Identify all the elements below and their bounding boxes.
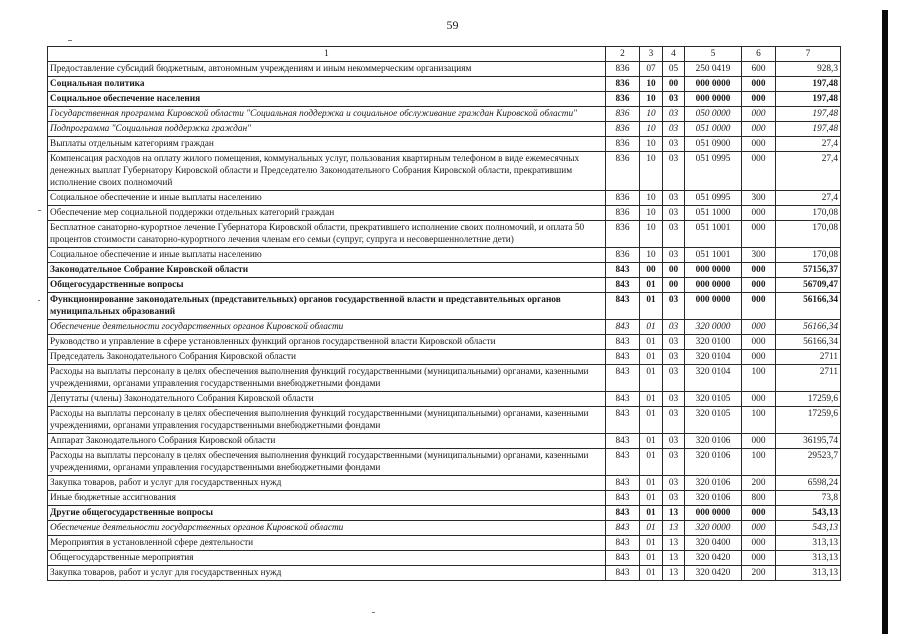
target-article-cell: 051 0995 bbox=[685, 191, 742, 206]
subsection-code-cell: 13 bbox=[663, 566, 685, 581]
header-cell: 3 bbox=[640, 47, 663, 62]
table-row bbox=[48, 506, 841, 521]
table-row bbox=[48, 137, 841, 152]
section-code-cell: 01 bbox=[640, 491, 663, 506]
table-row bbox=[48, 320, 841, 335]
header-row bbox=[48, 47, 841, 62]
subsection-code-cell: 03 bbox=[663, 191, 685, 206]
subsection-code-cell: 00 bbox=[663, 77, 685, 92]
grbs-code-cell: 843 bbox=[606, 263, 640, 278]
expense-type-cell: 300 bbox=[742, 248, 776, 263]
target-article-cell: 320 0105 bbox=[685, 407, 742, 434]
subsection-code-cell: 00 bbox=[663, 263, 685, 278]
grbs-code-cell: 836 bbox=[606, 92, 640, 107]
expense-type-cell: 000 bbox=[742, 137, 776, 152]
table-row bbox=[48, 566, 841, 581]
grbs-code-cell: 843 bbox=[606, 521, 640, 536]
target-article-cell: 320 0106 bbox=[685, 491, 742, 506]
row-name-cell: Предоставление субсидий бюджетным, автономным учреждениям и иным некоммерческим организациям bbox=[48, 62, 606, 77]
table-row bbox=[48, 365, 841, 392]
amount-cell: 197,48 bbox=[776, 107, 841, 122]
amount-cell: 17259,6 bbox=[776, 392, 841, 407]
expense-type-cell: 000 bbox=[742, 350, 776, 365]
target-article-cell: 320 0000 bbox=[685, 521, 742, 536]
table-row bbox=[48, 449, 841, 476]
section-code-cell: 10 bbox=[640, 248, 663, 263]
target-article-cell: 000 0000 bbox=[685, 293, 742, 320]
section-code-cell: 01 bbox=[640, 449, 663, 476]
row-name-cell: Расходы на выплаты персоналу в целях обеспечения выполнения функций государственными (муниципальными) органами, казенными учреждениями, органами управления государственными внебюджетными фондами bbox=[48, 449, 606, 476]
section-code-cell: 10 bbox=[640, 137, 663, 152]
row-name-cell: Депутаты (члены) Законодательного Собрания Кировской области bbox=[48, 392, 606, 407]
expense-type-cell: 000 bbox=[742, 152, 776, 191]
amount-cell: 27,4 bbox=[776, 191, 841, 206]
amount-cell: 73,8 bbox=[776, 491, 841, 506]
target-article-cell: 320 0000 bbox=[685, 320, 742, 335]
amount-cell: 17259,6 bbox=[776, 407, 841, 434]
subsection-code-cell: 03 bbox=[663, 407, 685, 434]
amount-cell: 27,4 bbox=[776, 137, 841, 152]
section-code-cell: 01 bbox=[640, 392, 663, 407]
grbs-code-cell: 843 bbox=[606, 365, 640, 392]
amount-cell: 170,08 bbox=[776, 206, 841, 221]
amount-cell: 197,48 bbox=[776, 122, 841, 137]
page-number: 59 bbox=[446, 18, 459, 32]
row-name-cell: Законодательное Собрание Кировской области bbox=[48, 263, 606, 278]
grbs-code-cell: 843 bbox=[606, 392, 640, 407]
table-row bbox=[48, 536, 841, 551]
section-code-cell: 01 bbox=[640, 365, 663, 392]
grbs-code-cell: 843 bbox=[606, 293, 640, 320]
table-row bbox=[48, 263, 841, 278]
target-article-cell: 051 1000 bbox=[685, 206, 742, 221]
table-row bbox=[48, 434, 841, 449]
grbs-code-cell: 843 bbox=[606, 536, 640, 551]
grbs-code-cell: 843 bbox=[606, 320, 640, 335]
grbs-code-cell: 843 bbox=[606, 350, 640, 365]
amount-cell: 56166,34 bbox=[776, 293, 841, 320]
amount-cell: 313,13 bbox=[776, 551, 841, 566]
subsection-code-cell: 03 bbox=[663, 107, 685, 122]
grbs-code-cell: 843 bbox=[606, 551, 640, 566]
row-name-cell: Закупка товаров, работ и услуг для государственных нужд bbox=[48, 566, 606, 581]
grbs-code-cell: 843 bbox=[606, 449, 640, 476]
target-article-cell: 320 0100 bbox=[685, 335, 742, 350]
section-code-cell: 01 bbox=[640, 506, 663, 521]
grbs-code-cell: 843 bbox=[606, 335, 640, 350]
expense-type-cell: 000 bbox=[742, 92, 776, 107]
amount-cell: 6598,24 bbox=[776, 476, 841, 491]
grbs-code-cell: 843 bbox=[606, 434, 640, 449]
subsection-code-cell: 05 bbox=[663, 62, 685, 77]
target-article-cell: 051 1001 bbox=[685, 248, 742, 263]
expense-type-cell: 200 bbox=[742, 476, 776, 491]
header-cell: 6 bbox=[742, 47, 776, 62]
row-name-cell: Руководство и управление в сфере установленных функций органов государственной власти Кировской области bbox=[48, 335, 606, 350]
amount-cell: 36195,74 bbox=[776, 434, 841, 449]
amount-cell: 29523,7 bbox=[776, 449, 841, 476]
scan-mark bbox=[372, 612, 375, 613]
subsection-code-cell: 03 bbox=[663, 350, 685, 365]
target-article-cell: 000 0000 bbox=[685, 263, 742, 278]
expense-type-cell: 200 bbox=[742, 566, 776, 581]
section-code-cell: 10 bbox=[640, 107, 663, 122]
row-name-cell: Обеспечение деятельности государственных органов Кировской области bbox=[48, 521, 606, 536]
amount-cell: 56166,34 bbox=[776, 320, 841, 335]
expense-type-cell: 000 bbox=[742, 434, 776, 449]
row-name-cell: Социальное обеспечение населения bbox=[48, 92, 606, 107]
row-name-cell: Аппарат Законодательного Собрания Кировской области bbox=[48, 434, 606, 449]
subsection-code-cell: 13 bbox=[663, 551, 685, 566]
table-row bbox=[48, 152, 841, 191]
grbs-code-cell: 843 bbox=[606, 407, 640, 434]
amount-cell: 928,3 bbox=[776, 62, 841, 77]
expense-type-cell: 000 bbox=[742, 521, 776, 536]
section-code-cell: 01 bbox=[640, 293, 663, 320]
subsection-code-cell: 03 bbox=[663, 92, 685, 107]
section-code-cell: 10 bbox=[640, 221, 663, 248]
subsection-code-cell: 03 bbox=[663, 449, 685, 476]
grbs-code-cell: 843 bbox=[606, 476, 640, 491]
scan-mark bbox=[68, 40, 72, 41]
expense-type-cell: 100 bbox=[742, 365, 776, 392]
scan-edge-bar bbox=[882, 10, 888, 634]
row-name-cell: Социальная политика bbox=[48, 77, 606, 92]
row-name-cell: Другие общегосударственные вопросы bbox=[48, 506, 606, 521]
target-article-cell: 051 1001 bbox=[685, 221, 742, 248]
amount-cell: 57156,37 bbox=[776, 263, 841, 278]
section-code-cell: 07 bbox=[640, 62, 663, 77]
expense-type-cell: 000 bbox=[742, 506, 776, 521]
table-row bbox=[48, 107, 841, 122]
grbs-code-cell: 836 bbox=[606, 137, 640, 152]
amount-cell: 170,08 bbox=[776, 248, 841, 263]
section-code-cell: 01 bbox=[640, 434, 663, 449]
section-code-cell: 01 bbox=[640, 521, 663, 536]
row-name-cell: Общегосударственные мероприятия bbox=[48, 551, 606, 566]
expense-type-cell: 000 bbox=[742, 263, 776, 278]
expense-type-cell: 000 bbox=[742, 335, 776, 350]
section-code-cell: 01 bbox=[640, 320, 663, 335]
grbs-code-cell: 836 bbox=[606, 77, 640, 92]
subsection-code-cell: 03 bbox=[663, 392, 685, 407]
row-name-cell: Подпрограмма "Социальная поддержка граждан" bbox=[48, 122, 606, 137]
row-name-cell: Расходы на выплаты персоналу в целях обеспечения выполнения функций государственными (муниципальными) органами, казенными учреждениями, органами управления государственными внебюджетными фондами bbox=[48, 407, 606, 434]
subsection-code-cell: 03 bbox=[663, 206, 685, 221]
table-row bbox=[48, 521, 841, 536]
table-row bbox=[48, 248, 841, 263]
amount-cell: 56709,47 bbox=[776, 278, 841, 293]
expense-type-cell: 000 bbox=[742, 77, 776, 92]
subsection-code-cell: 13 bbox=[663, 536, 685, 551]
subsection-code-cell: 03 bbox=[663, 434, 685, 449]
expense-type-cell: 000 bbox=[742, 536, 776, 551]
header-cell: 7 bbox=[776, 47, 841, 62]
row-name-cell: Функционирование законодательных (представительных) органов государственной власти и представительных органов муниципальных образований bbox=[48, 293, 606, 320]
expense-type-cell: 000 bbox=[742, 293, 776, 320]
amount-cell: 2711 bbox=[776, 350, 841, 365]
grbs-code-cell: 843 bbox=[606, 278, 640, 293]
scan-mark bbox=[38, 210, 41, 211]
target-article-cell: 050 0000 bbox=[685, 107, 742, 122]
row-name-cell: Закупка товаров, работ и услуг для государственных нужд bbox=[48, 476, 606, 491]
grbs-code-cell: 843 bbox=[606, 506, 640, 521]
target-article-cell: 320 0420 bbox=[685, 566, 742, 581]
table-row bbox=[48, 191, 841, 206]
table-row bbox=[48, 92, 841, 107]
row-name-cell: Иные бюджетные ассигнования bbox=[48, 491, 606, 506]
table-body bbox=[48, 62, 841, 581]
expense-type-cell: 000 bbox=[742, 392, 776, 407]
header-cell: 4 bbox=[663, 47, 685, 62]
amount-cell: 197,48 bbox=[776, 77, 841, 92]
header-cell: 2 bbox=[606, 47, 640, 62]
expense-type-cell: 000 bbox=[742, 107, 776, 122]
target-article-cell: 320 0106 bbox=[685, 476, 742, 491]
table-row bbox=[48, 122, 841, 137]
target-article-cell: 000 0000 bbox=[685, 506, 742, 521]
target-article-cell: 250 0419 bbox=[685, 62, 742, 77]
amount-cell: 56166,34 bbox=[776, 335, 841, 350]
section-code-cell: 01 bbox=[640, 407, 663, 434]
table-row bbox=[48, 350, 841, 365]
row-name-cell: Председатель Законодательного Собрания Кировской области bbox=[48, 350, 606, 365]
expense-type-cell: 000 bbox=[742, 320, 776, 335]
target-article-cell: 000 0000 bbox=[685, 92, 742, 107]
section-code-cell: 10 bbox=[640, 206, 663, 221]
target-article-cell: 051 0995 bbox=[685, 152, 742, 191]
section-code-cell: 00 bbox=[640, 263, 663, 278]
subsection-code-cell: 03 bbox=[663, 320, 685, 335]
expense-type-cell: 600 bbox=[742, 62, 776, 77]
expense-type-cell: 000 bbox=[742, 551, 776, 566]
grbs-code-cell: 836 bbox=[606, 221, 640, 248]
target-article-cell: 320 0106 bbox=[685, 434, 742, 449]
grbs-code-cell: 836 bbox=[606, 191, 640, 206]
subsection-code-cell: 13 bbox=[663, 506, 685, 521]
expense-type-cell: 100 bbox=[742, 449, 776, 476]
amount-cell: 197,48 bbox=[776, 92, 841, 107]
row-name-cell: Государственная программа Кировской области "Социальная поддержка и социальное обслуживание граждан Кировской области" bbox=[48, 107, 606, 122]
grbs-code-cell: 836 bbox=[606, 206, 640, 221]
section-code-cell: 01 bbox=[640, 278, 663, 293]
table-row bbox=[48, 551, 841, 566]
section-code-cell: 01 bbox=[640, 350, 663, 365]
subsection-code-cell: 00 bbox=[663, 278, 685, 293]
target-article-cell: 320 0105 bbox=[685, 392, 742, 407]
row-name-cell: Бесплатное санаторно-курортное лечение Губернатора Кировской области, прекратившего исполнение своих полномочий, и оплата 50 процентов стоимости санаторно-курортного лечения членам его семьи (супруг, супруга и несовершеннолетние дети) bbox=[48, 221, 606, 248]
target-article-cell: 320 0400 bbox=[685, 536, 742, 551]
grbs-code-cell: 836 bbox=[606, 122, 640, 137]
subsection-code-cell: 03 bbox=[663, 335, 685, 350]
row-name-cell: Мероприятия в установленной сфере деятельности bbox=[48, 536, 606, 551]
row-name-cell: Выплаты отдельным категориям граждан bbox=[48, 137, 606, 152]
row-name-cell: Обеспечение деятельности государственных органов Кировской области bbox=[48, 320, 606, 335]
table-row bbox=[48, 206, 841, 221]
amount-cell: 543,13 bbox=[776, 506, 841, 521]
table-row bbox=[48, 491, 841, 506]
table-row bbox=[48, 476, 841, 491]
row-name-cell: Обеспечение мер социальной поддержки отдельных категорий граждан bbox=[48, 206, 606, 221]
table-row bbox=[48, 407, 841, 434]
target-article-cell: 000 0000 bbox=[685, 278, 742, 293]
subsection-code-cell: 03 bbox=[663, 152, 685, 191]
section-code-cell: 01 bbox=[640, 536, 663, 551]
table-row bbox=[48, 221, 841, 248]
subsection-code-cell: 03 bbox=[663, 122, 685, 137]
expense-type-cell: 000 bbox=[742, 278, 776, 293]
amount-cell: 27,4 bbox=[776, 152, 841, 191]
expense-type-cell: 000 bbox=[742, 122, 776, 137]
grbs-code-cell: 836 bbox=[606, 62, 640, 77]
subsection-code-cell: 03 bbox=[663, 365, 685, 392]
section-code-cell: 10 bbox=[640, 122, 663, 137]
amount-cell: 543,13 bbox=[776, 521, 841, 536]
row-name-cell: Компенсация расходов на оплату жилого помещения, коммунальных услуг, пользования квартирным телефоном в виде ежемесячных денежных выплат Губернатору Кировской области и Председателю Законодательного Собрания Кировской области, прекратившим исполнение своих полномочий bbox=[48, 152, 606, 191]
section-code-cell: 10 bbox=[640, 77, 663, 92]
expense-type-cell: 100 bbox=[742, 407, 776, 434]
section-code-cell: 01 bbox=[640, 476, 663, 491]
table-row bbox=[48, 278, 841, 293]
subsection-code-cell: 03 bbox=[663, 491, 685, 506]
table-row bbox=[48, 77, 841, 92]
expense-type-cell: 800 bbox=[742, 491, 776, 506]
grbs-code-cell: 843 bbox=[606, 491, 640, 506]
section-code-cell: 10 bbox=[640, 92, 663, 107]
section-code-cell: 01 bbox=[640, 566, 663, 581]
grbs-code-cell: 836 bbox=[606, 152, 640, 191]
header-cell: 1 bbox=[48, 47, 606, 62]
expense-type-cell: 000 bbox=[742, 206, 776, 221]
table-row bbox=[48, 392, 841, 407]
target-article-cell: 320 0104 bbox=[685, 350, 742, 365]
section-code-cell: 10 bbox=[640, 191, 663, 206]
target-article-cell: 051 0000 bbox=[685, 122, 742, 137]
expense-type-cell: 300 bbox=[742, 191, 776, 206]
row-name-cell: Социальное обеспечение и иные выплаты населению bbox=[48, 191, 606, 206]
grbs-code-cell: 836 bbox=[606, 107, 640, 122]
section-code-cell: 10 bbox=[640, 152, 663, 191]
grbs-code-cell: 843 bbox=[606, 566, 640, 581]
header-cell: 5 bbox=[685, 47, 742, 62]
amount-cell: 313,13 bbox=[776, 536, 841, 551]
table-row bbox=[48, 293, 841, 320]
section-code-cell: 01 bbox=[640, 551, 663, 566]
target-article-cell: 051 0900 bbox=[685, 137, 742, 152]
target-article-cell: 320 0106 bbox=[685, 449, 742, 476]
expense-type-cell: 000 bbox=[742, 221, 776, 248]
amount-cell: 313,13 bbox=[776, 566, 841, 581]
row-name-cell: Социальное обеспечение и иные выплаты населению bbox=[48, 248, 606, 263]
row-name-cell: Общегосударственные вопросы bbox=[48, 278, 606, 293]
subsection-code-cell: 03 bbox=[663, 221, 685, 248]
row-name-cell: Расходы на выплаты персоналу в целях обеспечения выполнения функций государственными (муниципальными) органами, казенными учреждениями, органами управления государственными внебюджетными фондами bbox=[48, 365, 606, 392]
target-article-cell: 320 0420 bbox=[685, 551, 742, 566]
subsection-code-cell: 03 bbox=[663, 248, 685, 263]
target-article-cell: 000 0000 bbox=[685, 77, 742, 92]
budget-table bbox=[47, 46, 841, 581]
grbs-code-cell: 836 bbox=[606, 248, 640, 263]
table-row bbox=[48, 62, 841, 77]
section-code-cell: 01 bbox=[640, 335, 663, 350]
subsection-code-cell: 13 bbox=[663, 521, 685, 536]
amount-cell: 170,08 bbox=[776, 221, 841, 248]
subsection-code-cell: 03 bbox=[663, 476, 685, 491]
subsection-code-cell: 03 bbox=[663, 293, 685, 320]
table-row bbox=[48, 335, 841, 350]
target-article-cell: 320 0104 bbox=[685, 365, 742, 392]
scan-mark bbox=[38, 300, 40, 301]
subsection-code-cell: 03 bbox=[663, 137, 685, 152]
amount-cell: 2711 bbox=[776, 365, 841, 392]
